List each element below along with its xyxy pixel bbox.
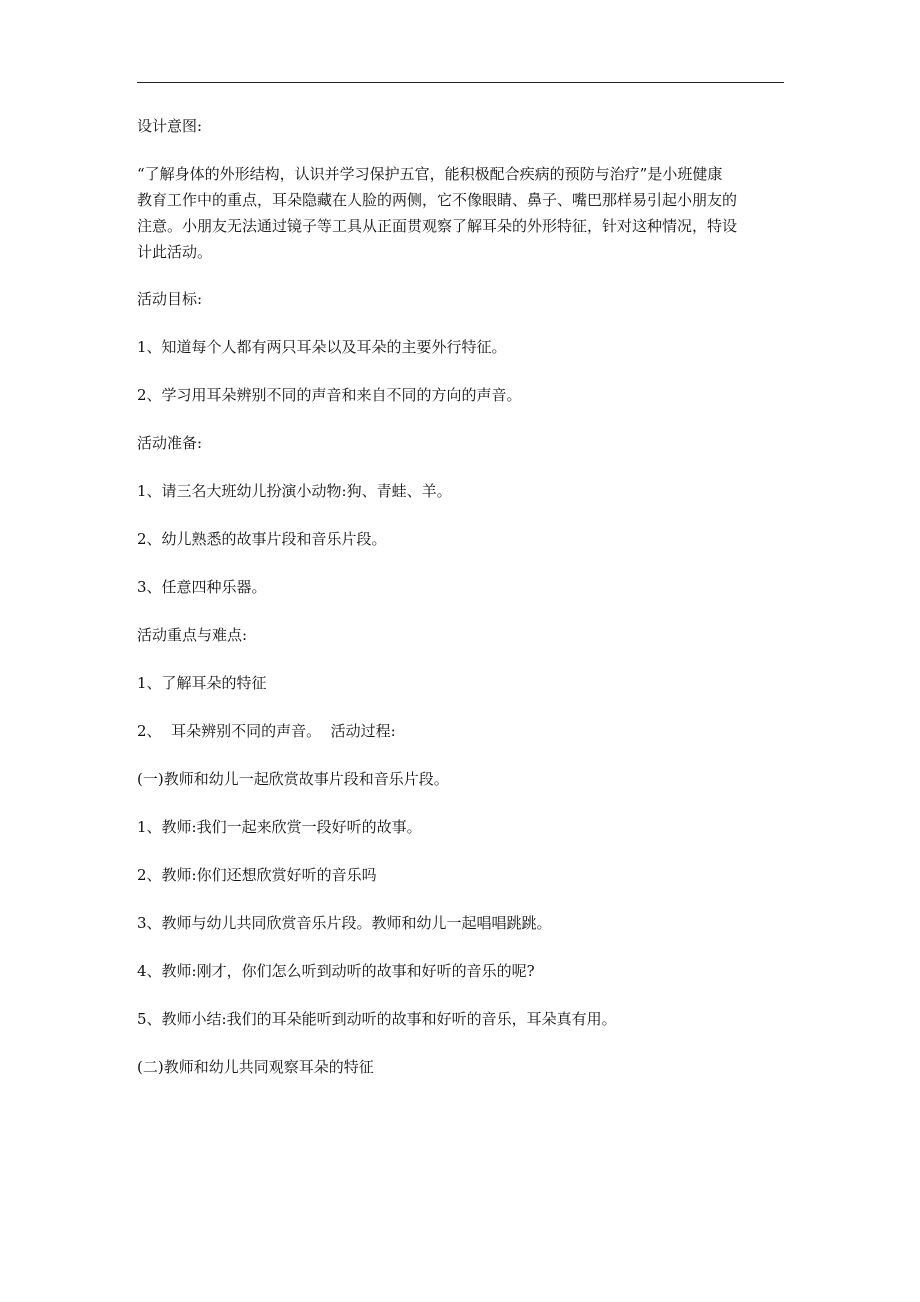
paragraph-line: “了解身体的外形结构，认识并学习保护五官，能积极配合疾病的预防与治疗”是小班健康 xyxy=(137,165,723,183)
process-item: 5、教师小结:我们的耳朵能听到动听的故事和好听的音乐，耳朵真有用。 xyxy=(137,1010,617,1028)
process-item: (一)教师和幼儿一起欣赏故事片段和音乐片段。 xyxy=(137,770,449,788)
prep-item: 2、幼儿熟悉的故事片段和音乐片段。 xyxy=(137,530,387,548)
heading-key-points: 活动重点与难点: xyxy=(137,626,248,644)
key-point-item: 1、了解耳朵的特征 xyxy=(137,674,267,692)
paragraph-line: 计此活动。 xyxy=(137,243,213,261)
process-item: 4、教师:刚才，你们怎么听到动听的故事和好听的音乐的呢? xyxy=(137,962,535,980)
heading-activity-prep: 活动准备: xyxy=(137,434,203,452)
paragraph-line: 教育工作中的重点，耳朵隐藏在人脸的两侧，它不像眼睛、鼻子、嘴巴那样易引起小朋友的 xyxy=(137,191,738,209)
design-intent-paragraph xyxy=(137,161,787,265)
process-item: (二)教师和幼儿共同观察耳朵的特征 xyxy=(137,1058,374,1076)
goal-item: 2、学习用耳朵辨别不同的声音和来自不同的方向的声音。 xyxy=(137,386,522,404)
prep-item: 1、请三名大班幼儿扮演小动物:狗、青蛙、羊。 xyxy=(137,482,452,500)
heading-activity-goals: 活动目标: xyxy=(137,290,203,308)
process-item: 1、教师:我们一起来欣赏一段好听的故事。 xyxy=(137,818,422,836)
goal-item: 1、知道每个人都有两只耳朵以及耳朵的主要外行特征。 xyxy=(137,338,507,356)
heading-design-intent: 设计意图: xyxy=(137,117,203,135)
prep-item: 3、任意四种乐器。 xyxy=(137,578,267,596)
header-rule xyxy=(137,82,784,83)
paragraph-line: 注意。小朋友无法通过镜子等工具从正面贯观察了解耳朵的外形特征，针对这种情况，特设 xyxy=(137,217,738,235)
process-item: 2、教师:你们还想欣赏好听的音乐吗 xyxy=(137,866,377,884)
key-point-item: 2、 耳朵辨别不同的声音。 活动过程: xyxy=(137,722,396,740)
document-body xyxy=(137,113,787,1081)
process-item: 3、教师与幼儿共同欣赏音乐片段。教师和幼儿一起唱唱跳跳。 xyxy=(137,914,552,932)
